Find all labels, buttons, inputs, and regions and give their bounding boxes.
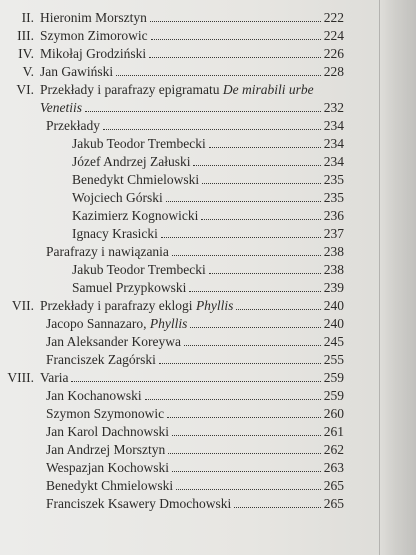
dot-leader bbox=[172, 434, 321, 436]
toc-entry bbox=[72, 190, 344, 206]
toc-entry bbox=[46, 478, 344, 494]
toc-entry-page-number: 234 bbox=[323, 136, 344, 151]
toc-entry-title-text: Benedykt Chmielowski bbox=[72, 172, 200, 187]
toc-entry-title bbox=[40, 82, 314, 98]
dot-leader bbox=[209, 272, 321, 274]
toc-entry-page-number: 236 bbox=[323, 208, 344, 223]
toc-entry-title-italic: Venetiis bbox=[40, 100, 82, 115]
toc-entry bbox=[46, 244, 344, 260]
toc-entry-title-text: Wespazjan Kochowski bbox=[46, 460, 170, 475]
toc-entry bbox=[72, 208, 344, 224]
dot-leader bbox=[159, 362, 321, 364]
toc-entry-title-text: Jacopo Sannazaro, bbox=[46, 316, 147, 331]
toc-entry-title bbox=[72, 208, 198, 224]
toc-entry-title-text: Franciszek Ksawery Dmochowski bbox=[46, 496, 232, 511]
dot-leader bbox=[149, 56, 321, 58]
toc-entry bbox=[46, 352, 344, 368]
toc-entry-page-number: 240 bbox=[323, 298, 344, 313]
dot-leader bbox=[145, 398, 321, 400]
toc-entry-title-text: Przekłady i parafrazy epigramatu bbox=[40, 82, 220, 97]
toc-entry bbox=[72, 280, 344, 296]
toc-entry-title-text: Jakub Teodor Trembecki bbox=[72, 262, 206, 277]
toc-entry-title bbox=[40, 100, 82, 116]
toc-entry-title-text: Ignacy Krasicki bbox=[72, 226, 158, 241]
toc-entry-title bbox=[46, 334, 181, 350]
dot-leader bbox=[166, 200, 321, 202]
toc-entry-page-number: 239 bbox=[323, 280, 344, 295]
dot-leader bbox=[202, 182, 321, 184]
toc-entry-page-number: 235 bbox=[323, 190, 344, 205]
dot-leader bbox=[167, 416, 321, 418]
dot-leader bbox=[209, 146, 321, 148]
toc-entry-number: II. bbox=[21, 10, 34, 25]
toc-entry-title-italic: Phyllis bbox=[149, 316, 188, 331]
toc-entry bbox=[72, 136, 344, 152]
toc-entry-page-number: 259 bbox=[323, 388, 344, 403]
toc-entry-title-text: Jakub Teodor Trembecki bbox=[72, 136, 206, 151]
toc-entry bbox=[46, 334, 344, 350]
toc-entry-number: VI. bbox=[16, 82, 34, 97]
toc-entry bbox=[17, 28, 344, 44]
toc-entry bbox=[46, 460, 344, 476]
dot-leader bbox=[71, 380, 320, 382]
toc-entry-title-italic: Phyllis bbox=[195, 298, 234, 313]
dot-leader bbox=[201, 218, 320, 220]
toc-entry bbox=[46, 442, 344, 458]
dot-leader bbox=[190, 326, 320, 328]
toc-entry-title-text: Benedykt Chmielowski bbox=[46, 478, 174, 493]
toc-entry bbox=[18, 46, 344, 62]
dot-leader bbox=[103, 128, 321, 130]
toc-entry-page-number: 261 bbox=[323, 424, 344, 439]
toc-entry-title bbox=[46, 478, 173, 494]
toc-entry-title bbox=[40, 370, 68, 386]
toc-entry-title-text: Wojciech Górski bbox=[72, 190, 163, 205]
toc-entry-title bbox=[46, 352, 156, 368]
toc-entry bbox=[40, 100, 344, 116]
toc-entry-title bbox=[72, 172, 199, 188]
toc-entry-page-number: 228 bbox=[323, 64, 344, 79]
toc-entry-page-number: 259 bbox=[323, 370, 344, 385]
toc-entry-title-text: Hieronim Morsztyn bbox=[40, 10, 147, 25]
toc-entry-title-text: Kazimierz Kognowicki bbox=[72, 208, 199, 223]
toc-entry-title bbox=[72, 226, 158, 242]
toc-entry-title bbox=[40, 10, 147, 26]
toc-entry-title bbox=[72, 136, 206, 152]
toc-entry-number: VII. bbox=[11, 298, 34, 313]
toc-entry-title bbox=[46, 496, 231, 512]
toc-entry-title-text: Jan Kochanowski bbox=[46, 388, 142, 403]
toc-entry-title-italic: De mirabili urbe bbox=[222, 82, 314, 97]
toc-entry-page-number: 260 bbox=[323, 406, 344, 421]
toc-entry-title bbox=[46, 460, 169, 476]
toc-entry bbox=[72, 154, 344, 170]
toc-entry-page-number: 265 bbox=[323, 478, 344, 493]
toc-entry bbox=[72, 172, 344, 188]
dot-leader bbox=[193, 164, 320, 166]
toc-entry-page-number: 245 bbox=[323, 334, 344, 349]
toc-entry-page-number: 234 bbox=[323, 118, 344, 133]
toc-entry-number: III. bbox=[17, 28, 34, 43]
toc-entry-title-text: Jan Andrzej Morsztyn bbox=[46, 442, 166, 457]
toc-entry-title-text: Varia bbox=[40, 370, 69, 385]
dot-leader bbox=[161, 236, 321, 238]
toc-entry-title-text: Józef Andrzej Załuski bbox=[72, 154, 191, 169]
toc-entry-title bbox=[46, 424, 169, 440]
toc-entry bbox=[72, 262, 344, 278]
toc-entry-number: IV. bbox=[18, 46, 34, 61]
toc-entry-title-text: Jan Gawiński bbox=[40, 64, 114, 79]
dot-leader bbox=[168, 452, 321, 454]
toc-entry-title bbox=[72, 154, 190, 170]
toc-entry-page-number: 265 bbox=[323, 496, 344, 511]
toc-entry bbox=[72, 226, 344, 242]
toc-entry bbox=[22, 64, 344, 80]
dot-leader bbox=[85, 110, 321, 112]
toc-entry-page-number: 238 bbox=[323, 262, 344, 277]
dot-leader bbox=[151, 38, 321, 40]
toc-entry bbox=[21, 10, 344, 26]
toc-entry bbox=[7, 370, 344, 386]
toc-entry-page-number: 238 bbox=[323, 244, 344, 259]
dot-leader bbox=[150, 20, 321, 22]
toc-entry-title bbox=[46, 406, 164, 422]
toc-entry bbox=[16, 82, 344, 98]
toc-entry-title bbox=[46, 316, 187, 332]
toc-entry-page-number: 263 bbox=[323, 460, 344, 475]
toc-entry-title-text: Szymon Szymonowic bbox=[46, 406, 165, 421]
dot-leader bbox=[189, 290, 320, 292]
toc-entry-number: V. bbox=[22, 64, 34, 79]
toc-entry-title-text: Samuel Przypkowski bbox=[72, 280, 187, 295]
toc-entry-title bbox=[40, 28, 148, 44]
dot-leader bbox=[236, 308, 320, 310]
toc-entry-title-text: Franciszek Zagórski bbox=[46, 352, 156, 367]
toc-entry bbox=[11, 298, 344, 314]
toc-entry-title bbox=[46, 244, 169, 260]
toc-entry-title-text: Przekłady bbox=[46, 118, 100, 133]
dot-leader bbox=[172, 254, 321, 256]
toc-entry-page-number: 262 bbox=[323, 442, 344, 457]
toc-entry-page-number: 222 bbox=[323, 10, 344, 25]
dot-leader bbox=[234, 506, 321, 508]
toc-entry-title bbox=[46, 442, 165, 458]
dot-leader bbox=[176, 488, 321, 490]
toc-entry-title bbox=[40, 46, 146, 62]
toc-entry-page-number: 235 bbox=[323, 172, 344, 187]
toc-entry-title-text: Jan Karol Dachnowski bbox=[46, 424, 169, 439]
toc-entry-title bbox=[72, 190, 163, 206]
toc-entry-page-number: 224 bbox=[323, 28, 344, 43]
toc-entry-page-number: 234 bbox=[323, 154, 344, 169]
dot-leader bbox=[172, 470, 321, 472]
toc-entry-title bbox=[72, 280, 186, 296]
dot-leader bbox=[116, 74, 321, 76]
toc-entry-page-number: 232 bbox=[323, 100, 344, 115]
dot-leader bbox=[184, 344, 321, 346]
toc-entry-page-number: 237 bbox=[323, 226, 344, 241]
toc-entry bbox=[46, 406, 344, 422]
toc-entry bbox=[46, 424, 344, 440]
toc-entry bbox=[46, 118, 344, 134]
toc-entry bbox=[46, 496, 344, 512]
toc-entry-title-text: Szymon Zimorowic bbox=[40, 28, 148, 43]
toc-entry-number: VIII. bbox=[7, 370, 34, 385]
toc-entry bbox=[46, 388, 344, 404]
toc-entry-title bbox=[46, 388, 142, 404]
toc-entry-title-text: Mikołaj Grodziński bbox=[40, 46, 147, 61]
toc-entry-page-number: 226 bbox=[323, 46, 344, 61]
toc-entry bbox=[46, 316, 344, 332]
toc-entry-title-text: Parafrazy i nawiązania bbox=[46, 244, 169, 259]
toc-entry-page-number: 255 bbox=[323, 352, 344, 367]
toc-entry-title-text: Przekłady i parafrazy eklogi bbox=[40, 298, 193, 313]
toc-entry-title bbox=[40, 64, 113, 80]
toc-entry-title bbox=[46, 118, 100, 134]
toc-entry-title bbox=[72, 262, 206, 278]
toc-entry-page-number: 240 bbox=[323, 316, 344, 331]
toc-entry-title bbox=[40, 298, 233, 314]
toc-entry-title-text: Jan Aleksander Koreywa bbox=[46, 334, 181, 349]
